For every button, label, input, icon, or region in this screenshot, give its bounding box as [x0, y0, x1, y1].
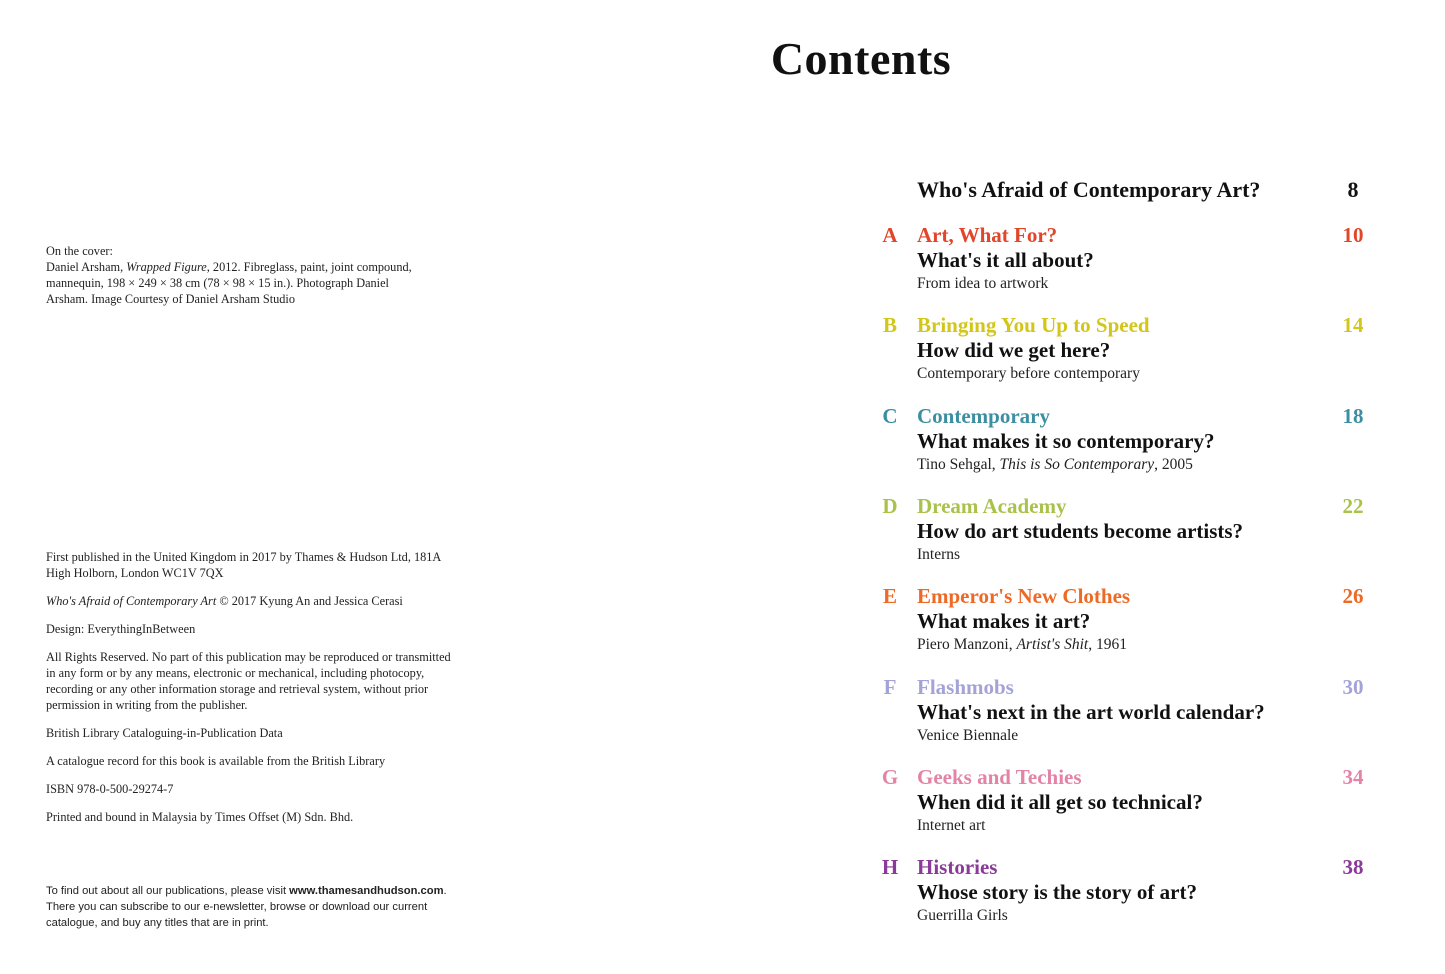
- subtitle-work-title: Artist's Shit: [1016, 636, 1089, 654]
- page-number: 10: [1342, 223, 1364, 247]
- website-note: [46, 883, 456, 931]
- page-number: 14: [1342, 313, 1364, 338]
- section-title[interactable]: Flashmobs: [917, 674, 1014, 699]
- section-subtitle: From idea to artwork: [917, 275, 1049, 292]
- website-prefix: To find out about all our publications, please visit: [46, 885, 290, 897]
- contents-entry[interactable]: [870, 584, 1390, 664]
- subtitle-prefix: Piero Manzoni,: [917, 636, 1017, 654]
- section-question: When did it all get so technical?: [917, 789, 1203, 814]
- section-subtitle: [917, 456, 1193, 474]
- section-title[interactable]: Emperor's New Clothes: [917, 584, 1131, 609]
- section-question: What's next in the art world calendar?: [917, 699, 1265, 724]
- subtitle-suffix: , 1961: [1088, 636, 1127, 654]
- section-title[interactable]: Art, What For?: [917, 223, 1058, 247]
- section-letter: C: [882, 403, 898, 428]
- section-letter: D: [882, 493, 898, 518]
- subtitle-suffix: , 2005: [1154, 455, 1193, 473]
- book-title: Who's Afraid of Contemporary Art: [46, 594, 217, 608]
- section-question: Whose story is the story of art?: [917, 880, 1197, 905]
- copyright-line: [46, 593, 456, 609]
- section-title[interactable]: Contemporary: [917, 403, 1050, 428]
- website-link[interactable]: www.thamesandhudson.com: [289, 885, 444, 897]
- subtitle-prefix: Tino Sehgal,: [917, 455, 1000, 473]
- cover-label: On the cover:: [46, 244, 113, 258]
- section-letter: H: [881, 855, 899, 880]
- website-suffix: . There you can subscribe to our e-newsletter, browse or download our current catalogue, and buy any titles that are in print.: [46, 885, 447, 929]
- section-letter: F: [883, 674, 897, 699]
- contents-entry[interactable]: [870, 404, 1390, 484]
- page-number: 22: [1342, 493, 1364, 518]
- printer-info: Printed and bound in Malaysia by Times Offset (M) Sdn. Bhd.: [46, 810, 354, 824]
- cover-credit: [46, 243, 426, 307]
- intro-title[interactable]: Who's Afraid of Contemporary Art?: [917, 177, 1261, 202]
- design-credit: Design: EverythingInBetween: [46, 622, 196, 636]
- contents-entry[interactable]: [870, 675, 1390, 755]
- section-title[interactable]: Geeks and Techies: [917, 764, 1082, 789]
- section-letter: E: [882, 584, 897, 609]
- website-note-text: [46, 883, 456, 931]
- first-published: First published in the United Kingdom in 2017 by Thames & Hudson Ltd, 181A High Holborn, London WC1V 7QX: [46, 550, 441, 580]
- section-question: What's it all about?: [917, 248, 1094, 272]
- section-question: What makes it so contemporary?: [917, 428, 1215, 453]
- contents-entry[interactable]: [870, 223, 1390, 303]
- cover-details: , 2012. Fibreglass, paint, joint compound, mannequin, 198 × 249 × 38 cm (78 × 98 × 15 in.). Photograph Daniel Arsham. Image Courtesy of Daniel Arsham Studio: [46, 260, 412, 306]
- contents-entry[interactable]: [870, 765, 1390, 845]
- section-subtitle: Interns: [917, 545, 961, 563]
- section-letter: A: [882, 223, 898, 247]
- section-question: What makes it art?: [917, 609, 1091, 634]
- rights-statement: All Rights Reserved. No part of this publication may be reproduced or transmitted in any form or by any means, electronic or mechanical, including photocopy, recording or any other information storage and retrieval system, without prior permission in writing from the publisher.: [46, 650, 451, 712]
- cover-work-title: Wrapped Figure: [126, 260, 207, 274]
- section-letter: G: [881, 764, 899, 789]
- section-subtitle: Guerrilla Girls: [917, 907, 1008, 925]
- section-question: How did we get here?: [917, 338, 1111, 363]
- section-title[interactable]: Bringing You Up to Speed: [917, 313, 1150, 338]
- section-title[interactable]: Dream Academy: [917, 493, 1067, 518]
- page-number: 38: [1342, 855, 1364, 880]
- section-subtitle: Venice Biennale: [917, 726, 1019, 744]
- cip-data: British Library Cataloguing-in-Publication Data: [46, 726, 283, 740]
- page-number: 34: [1342, 764, 1364, 789]
- intro-page-number: 8: [1347, 177, 1359, 202]
- section-title[interactable]: Histories: [917, 855, 998, 880]
- cover-artist: Daniel Arsham,: [46, 260, 127, 274]
- contents-entry[interactable]: [870, 855, 1390, 935]
- contents-entry[interactable]: [870, 313, 1390, 393]
- copyright: © 2017 Kyung An and Jessica Cerasi: [216, 594, 403, 608]
- page-title: Contents: [770, 33, 952, 84]
- section-letter: B: [882, 313, 897, 338]
- page-number: 26: [1342, 584, 1364, 609]
- section-subtitle: [917, 636, 1127, 654]
- isbn: ISBN 978-0-500-29274-7: [46, 782, 174, 796]
- contents-entry[interactable]: [870, 494, 1390, 574]
- publication-info: [46, 549, 456, 837]
- cover-description: [46, 259, 426, 307]
- section-subtitle: Internet art: [917, 816, 986, 834]
- section-question: How do art students become artists?: [917, 518, 1244, 543]
- page-number: 18: [1342, 403, 1364, 428]
- subtitle-work-title: This is So Contemporary: [999, 455, 1155, 473]
- catalogue-record: A catalogue record for this book is available from the British Library: [46, 754, 386, 768]
- page-number: 30: [1342, 674, 1364, 699]
- section-subtitle: Contemporary before contemporary: [917, 365, 1140, 383]
